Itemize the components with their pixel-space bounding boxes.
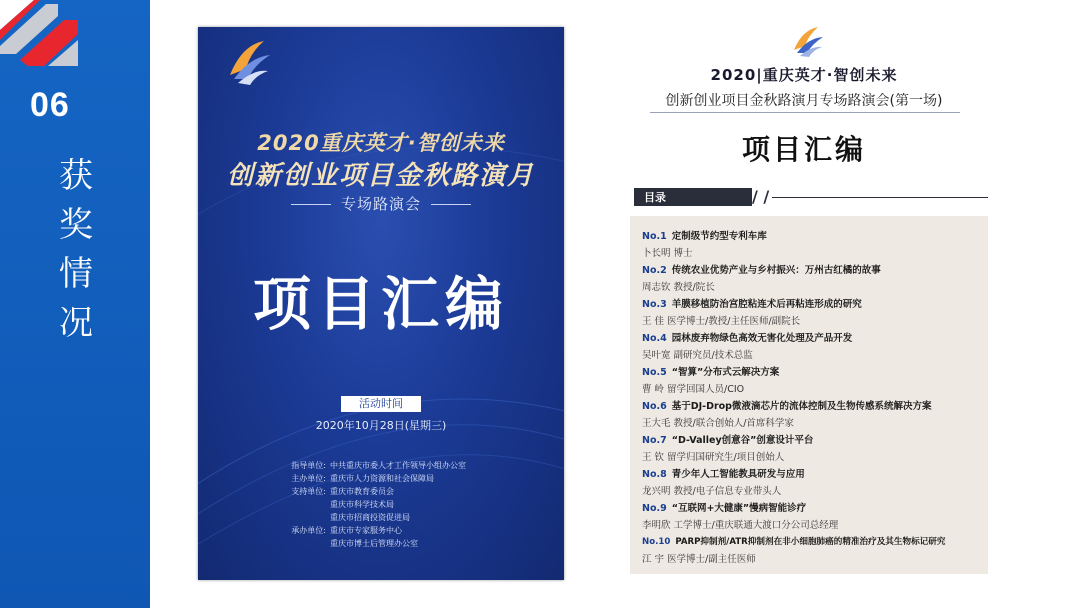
toc-item-title-text: 传统农业优势产业与乡村振兴：万州古红橘的故事 <box>671 265 881 276</box>
toc-header-label: 目录 <box>644 191 666 204</box>
toc-item-title <box>642 364 982 381</box>
toc-item-author: 卜长明 博士 <box>642 248 693 259</box>
toc-item-number: No.6 <box>642 401 667 412</box>
brochure-cover-image <box>198 27 564 580</box>
section-sidebar <box>0 0 150 608</box>
subtitle-dash <box>291 204 331 205</box>
org-row <box>282 472 552 485</box>
toc-item <box>642 500 982 534</box>
org-value: 重庆市科学技术局 <box>330 500 394 509</box>
toc-item-title-text: “互联网+大健康”慢病智能诊疗 <box>671 503 807 514</box>
section-title <box>56 152 96 348</box>
toc-item-number: No.2 <box>642 265 667 276</box>
toc-item-title <box>642 398 982 415</box>
cover-time-label: 活动时间 <box>341 396 421 412</box>
cover-title-line2: 创新创业项目金秋路演月 <box>226 161 535 191</box>
page-emblem-icon <box>790 24 826 58</box>
org-label: 指导单位: <box>291 461 326 470</box>
toc-item-title <box>642 262 982 279</box>
org-label: 支持单位: <box>291 487 326 496</box>
toc-item-author: 王 钦 留学归国研究生/项目创始人 <box>642 452 785 463</box>
cover-organizers <box>282 459 552 550</box>
toc-item-number: No.9 <box>642 503 667 514</box>
toc-item-title <box>642 330 982 347</box>
cover-subtitle <box>198 193 564 214</box>
org-value: 重庆市教育委员会 <box>330 487 394 496</box>
subtitle-dash <box>431 204 471 205</box>
toc-item-title-text: 园林废弃物绿色高效无害化处理及产品开发 <box>671 333 853 344</box>
toc-item-title <box>642 296 982 313</box>
toc-item-number: No.8 <box>642 469 667 480</box>
org-label <box>282 537 326 550</box>
toc-item <box>642 534 982 568</box>
org-row <box>282 524 552 537</box>
org-label <box>282 511 326 524</box>
section-number: 06 <box>30 86 70 124</box>
section-title-char: 奖 <box>59 205 93 245</box>
toc-item-author: 王大毛 教授/联合创始人/首席科学家 <box>642 418 794 429</box>
org-value: 重庆市博士后管理办公室 <box>330 539 418 548</box>
toc-item-title-text: “智算”分布式云解决方案 <box>671 367 780 378</box>
org-value: 重庆市专家服务中心 <box>330 526 402 535</box>
toc-item-number: No.7 <box>642 435 667 446</box>
org-row <box>282 459 552 472</box>
toc-item-author: 龙兴明 教授/电子信息专业带头人 <box>642 486 782 497</box>
toc-item-title-text: 定制级节约型专利车库 <box>671 231 767 242</box>
toc-item <box>642 466 982 500</box>
catalog-page-image <box>610 18 998 580</box>
toc-item-number: No.4 <box>642 333 667 344</box>
toc-item-author: 曹 岭 留学回国人员/CIO <box>642 384 745 395</box>
section-title-char: 情 <box>59 254 93 294</box>
toc-item <box>642 262 982 296</box>
org-label <box>282 498 326 511</box>
section-title-char: 获 <box>59 156 93 196</box>
cover-main-title: 项目汇编 <box>252 270 509 338</box>
org-row <box>282 498 552 511</box>
cover-title-line1: 2020重庆英才·智创未来 <box>257 131 505 155</box>
toc-item-title-text: 基于DJ-Drop微液滴芯片的流体控制及生物传感系统解决方案 <box>671 401 932 412</box>
org-value: 重庆市人力资源和社会保障局 <box>330 474 434 483</box>
toc-item <box>642 330 982 364</box>
toc-item-author: 王 佳 医学博士/教授/主任医师/副院长 <box>642 316 801 327</box>
divider <box>650 112 960 113</box>
toc-header-slash: / / <box>752 187 770 206</box>
toc-item-number: No.5 <box>642 367 667 378</box>
divider <box>772 197 988 198</box>
catalog-title-line2: 创新创业项目金秋路演月专场路演会(第一场) <box>665 93 943 109</box>
toc-item-title <box>642 432 982 449</box>
org-value: 中共重庆市委人才工作领导小组办公室 <box>330 461 466 470</box>
toc-item-title-text: PARP抑制剂/ATR抑制剂在非小细胞肺癌的精准治疗及其生物标记研究 <box>675 537 946 547</box>
catalog-title-line1: 2020|重庆英才·智创未来 <box>710 66 898 84</box>
toc-list <box>630 216 988 574</box>
cover-subtitle-text: 专场路演会 <box>340 195 421 213</box>
toc-item <box>642 228 982 262</box>
toc-item-title-text: “D-Valley创意谷”创意设计平台 <box>671 435 814 446</box>
section-title-char: 况 <box>59 303 93 343</box>
toc-item-title <box>642 500 982 517</box>
corner-logo-icon <box>0 0 80 80</box>
toc-item-author: 吴叶宽 副研究员/技术总监 <box>642 350 753 361</box>
org-value: 重庆市招商投资促进局 <box>330 513 410 522</box>
org-label: 主办单位: <box>291 474 326 483</box>
toc-item-title-text: 羊膜移植防治宫腔粘连术后再粘连形成的研究 <box>671 299 862 310</box>
cover-emblem-icon <box>224 35 274 87</box>
toc-item <box>642 296 982 330</box>
toc-item-title <box>642 228 982 245</box>
cover-date: 2020年10月28日(星期三) <box>315 419 447 432</box>
toc-item-title-text: 青少年人工智能教具研发与应用 <box>671 469 805 480</box>
toc-item-number: No.10 <box>642 537 671 547</box>
org-row <box>282 511 552 524</box>
toc-item <box>642 398 982 432</box>
toc-item-title <box>642 534 982 551</box>
toc-item-title <box>642 466 982 483</box>
toc-item-author: 李明欣 工学博士/重庆联通大渡口分公司总经理 <box>642 520 839 531</box>
toc-item <box>642 364 982 398</box>
org-row <box>282 485 552 498</box>
toc-item-number: No.3 <box>642 299 667 310</box>
toc-item-number: No.1 <box>642 231 667 242</box>
toc-item-author: 江 宇 医学博士/副主任医师 <box>642 554 756 565</box>
catalog-main-title: 项目汇编 <box>741 133 866 166</box>
toc-item <box>642 432 982 466</box>
toc-item-author: 周志钦 教授/院长 <box>642 282 715 293</box>
org-row <box>282 537 552 550</box>
org-label: 承办单位: <box>291 526 326 535</box>
